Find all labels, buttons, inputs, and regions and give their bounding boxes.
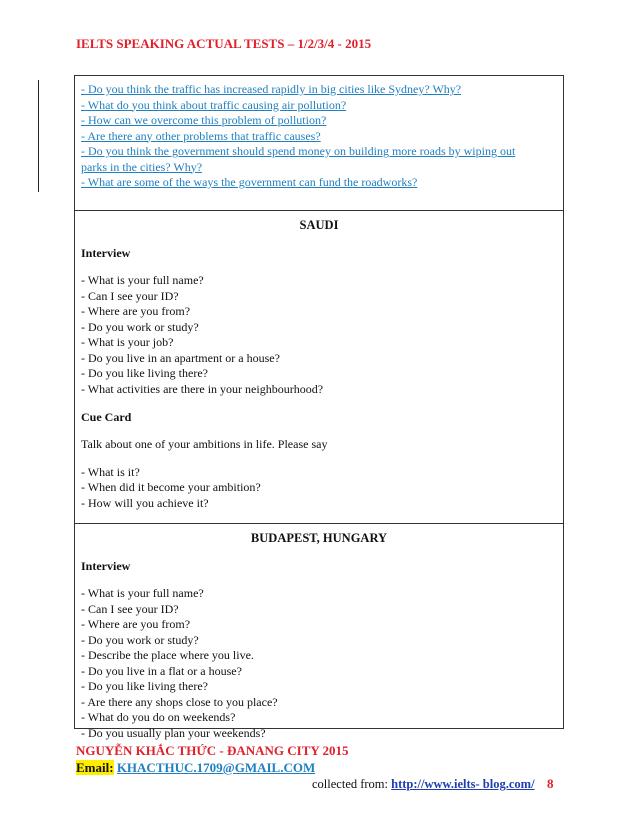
interview-heading: Interview [81, 246, 131, 260]
footer-email [76, 760, 315, 776]
page-header: IELTS SPEAKING ACTUAL TESTS – 1/2/3/4 - 2015 [76, 36, 372, 51]
email-label: Email: [76, 760, 114, 775]
section-title: SAUDI [299, 218, 339, 232]
interview-question: - What activities are there in your neighbourhood? [81, 381, 324, 396]
cue-card-point: - What is it? [81, 464, 140, 479]
email-link[interactable]: KHACTHUC.1709@GMAIL.COM [116, 760, 316, 775]
interview-question: - Can I see your ID? [81, 601, 179, 616]
question-link[interactable]: - How can we overcome this problem of pollution? [81, 113, 327, 127]
interview-question: - Do you live in a flat or a house? [81, 663, 242, 678]
footer-author: NGUYỄN KHẮC THỨC - ĐANANG CITY 2015 [76, 743, 349, 758]
question-link[interactable]: parks in the cities? Why? [81, 159, 203, 174]
interview-question: - Describe the place where you live. [81, 648, 254, 662]
collected-label: collected from: [312, 777, 389, 791]
cue-card-point: - How will you achieve it? [81, 495, 209, 510]
question-link[interactable]: - Are there any other problems that traffic causes? [81, 128, 321, 143]
cue-card-intro: Talk about one of your ambitions in life. Please say [81, 437, 328, 451]
budapest-cell [75, 524, 563, 740]
interview-question: - What is your full name? [81, 273, 204, 287]
interview-question: - What do you do on weekends? [81, 710, 236, 724]
source-link[interactable]: http://www.ielts- blog.com/ [391, 777, 535, 791]
interview-question: - Where are you from? [81, 304, 191, 318]
section-title: BUDAPEST, HUNGARY [250, 531, 388, 545]
interview-question: - What is your job? [81, 335, 174, 349]
interview-question: - Do you like living there? [81, 679, 208, 693]
page-number: 8 [547, 776, 554, 791]
interview-question: - Are there any shops close to you place? [81, 694, 278, 709]
question-link[interactable]: - What are some of the ways the government can fund the roadworks? [81, 175, 418, 189]
interview-question: - Do you work or study? [81, 632, 199, 647]
question-link[interactable]: - What do you think about traffic causing air pollution? [81, 97, 347, 112]
interview-question: - Do you usually plan your weekends? [81, 725, 266, 740]
saudi-cell [75, 211, 563, 524]
collected-from [312, 777, 535, 792]
traffic-questions-cell [75, 76, 563, 211]
interview-question: - What is your full name? [81, 586, 204, 600]
interview-heading: Interview [81, 559, 131, 573]
cue-card-heading: Cue Card [81, 410, 132, 424]
interview-question: - Do you live in an apartment or a house? [81, 350, 280, 365]
interview-question: - Do you like living there? [81, 366, 208, 380]
cue-card-point: - When did it become your ambition? [81, 480, 261, 494]
interview-question: - Where are you from? [81, 617, 191, 631]
interview-question: - Can I see your ID? [81, 288, 179, 303]
interview-question: - Do you work or study? [81, 319, 199, 334]
margin-bar [38, 80, 39, 192]
content-table [74, 75, 564, 740]
question-link[interactable]: - Do you think the traffic has increased rapidly in big cities like Sydney? Why? [81, 82, 462, 96]
question-link[interactable]: - Do you think the government should spend money on building more roads by wiping out [81, 144, 516, 158]
